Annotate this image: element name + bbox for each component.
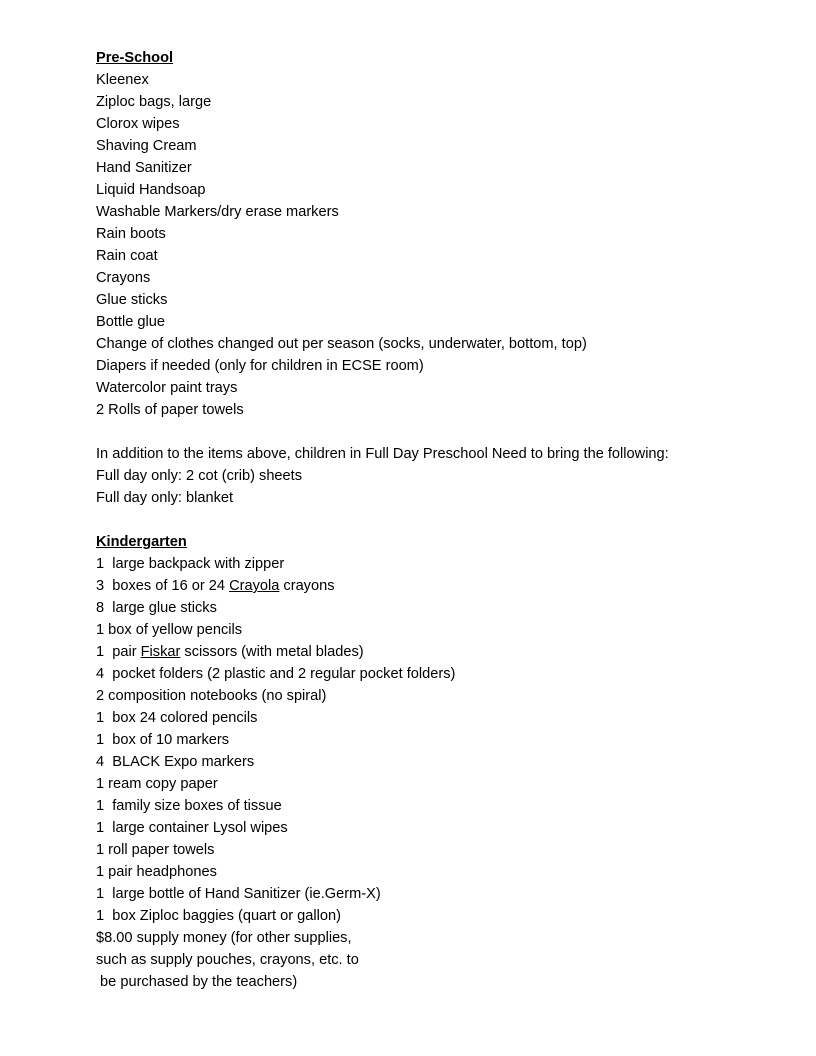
list-item: 1 large container Lysol wipes bbox=[96, 820, 288, 836]
list-item: Kleenex bbox=[96, 72, 149, 88]
list-item: 4 pocket folders (2 plastic and 2 regular pocket folders) bbox=[96, 666, 456, 682]
list-item-fiskar bbox=[96, 641, 736, 663]
kindergarten-heading: Kindergarten bbox=[96, 534, 187, 550]
crayola-brand: Crayola bbox=[229, 578, 280, 594]
list-item: 1 pair headphones bbox=[96, 864, 217, 880]
list-item: 1 large bottle of Hand Sanitizer (ie.Germ-X) bbox=[96, 886, 381, 902]
list-item: Change of clothes changed out per season (socks, underwater, bottom, top) bbox=[96, 336, 587, 352]
preschool-heading: Pre-School bbox=[96, 50, 174, 66]
spacer bbox=[96, 421, 736, 443]
fiskar-suffix: scissors (with metal blades) bbox=[180, 644, 364, 660]
list-item: 8 large glue sticks bbox=[96, 600, 217, 616]
list-item: 1 box of yellow pencils bbox=[96, 622, 243, 638]
list-item: be purchased by the teachers) bbox=[96, 974, 298, 990]
list-item: 1 large backpack with zipper bbox=[96, 556, 285, 572]
fiskar-brand: Fiskar bbox=[140, 644, 181, 660]
list-item: 1 ream copy paper bbox=[96, 776, 218, 792]
kindergarten-list bbox=[96, 553, 736, 993]
list-item: such as supply pouches, crayons, etc. to bbox=[96, 952, 359, 968]
list-item: 1 roll paper towels bbox=[96, 842, 215, 858]
list-item: Full day only: 2 cot (crib) sheets bbox=[96, 468, 303, 484]
document-page bbox=[96, 47, 736, 993]
list-item-crayola bbox=[96, 575, 736, 597]
full-day-intro: In addition to the items above, children in Full Day Preschool Need to bring the following: bbox=[96, 446, 669, 462]
list-item: Washable Markers/dry erase markers bbox=[96, 204, 339, 220]
crayola-prefix: 3 boxes of 16 or 24 bbox=[96, 578, 230, 594]
list-item: 1 family size boxes of tissue bbox=[96, 798, 282, 814]
list-item: Crayons bbox=[96, 270, 151, 286]
list-item: 1 box of 10 markers bbox=[96, 732, 230, 748]
crayola-suffix: crayons bbox=[279, 578, 335, 594]
fiskar-prefix: 1 pair bbox=[96, 644, 141, 660]
list-item: $8.00 supply money (for other supplies, bbox=[96, 930, 352, 946]
list-item: Diapers if needed (only for children in ECSE room) bbox=[96, 358, 424, 374]
list-item: 1 box 24 colored pencils bbox=[96, 710, 258, 726]
list-item: 2 composition notebooks (no spiral) bbox=[96, 688, 327, 704]
list-item: Shaving Cream bbox=[96, 138, 197, 154]
list-item: 2 Rolls of paper towels bbox=[96, 402, 244, 418]
list-item: Clorox wipes bbox=[96, 116, 180, 132]
list-item: Rain coat bbox=[96, 248, 158, 264]
spacer bbox=[96, 509, 736, 531]
list-item: Ziploc bags, large bbox=[96, 94, 212, 110]
list-item: Rain boots bbox=[96, 226, 166, 242]
list-item: 1 box Ziploc baggies (quart or gallon) bbox=[96, 908, 341, 924]
list-item: Hand Sanitizer bbox=[96, 160, 192, 176]
list-item: Bottle glue bbox=[96, 314, 165, 330]
list-item: 4 BLACK Expo markers bbox=[96, 754, 255, 770]
list-item: Watercolor paint trays bbox=[96, 380, 238, 396]
list-item: Liquid Handsoap bbox=[96, 182, 206, 198]
list-item: Full day only: blanket bbox=[96, 490, 234, 506]
preschool-list bbox=[96, 69, 736, 421]
list-item: Glue sticks bbox=[96, 292, 168, 308]
